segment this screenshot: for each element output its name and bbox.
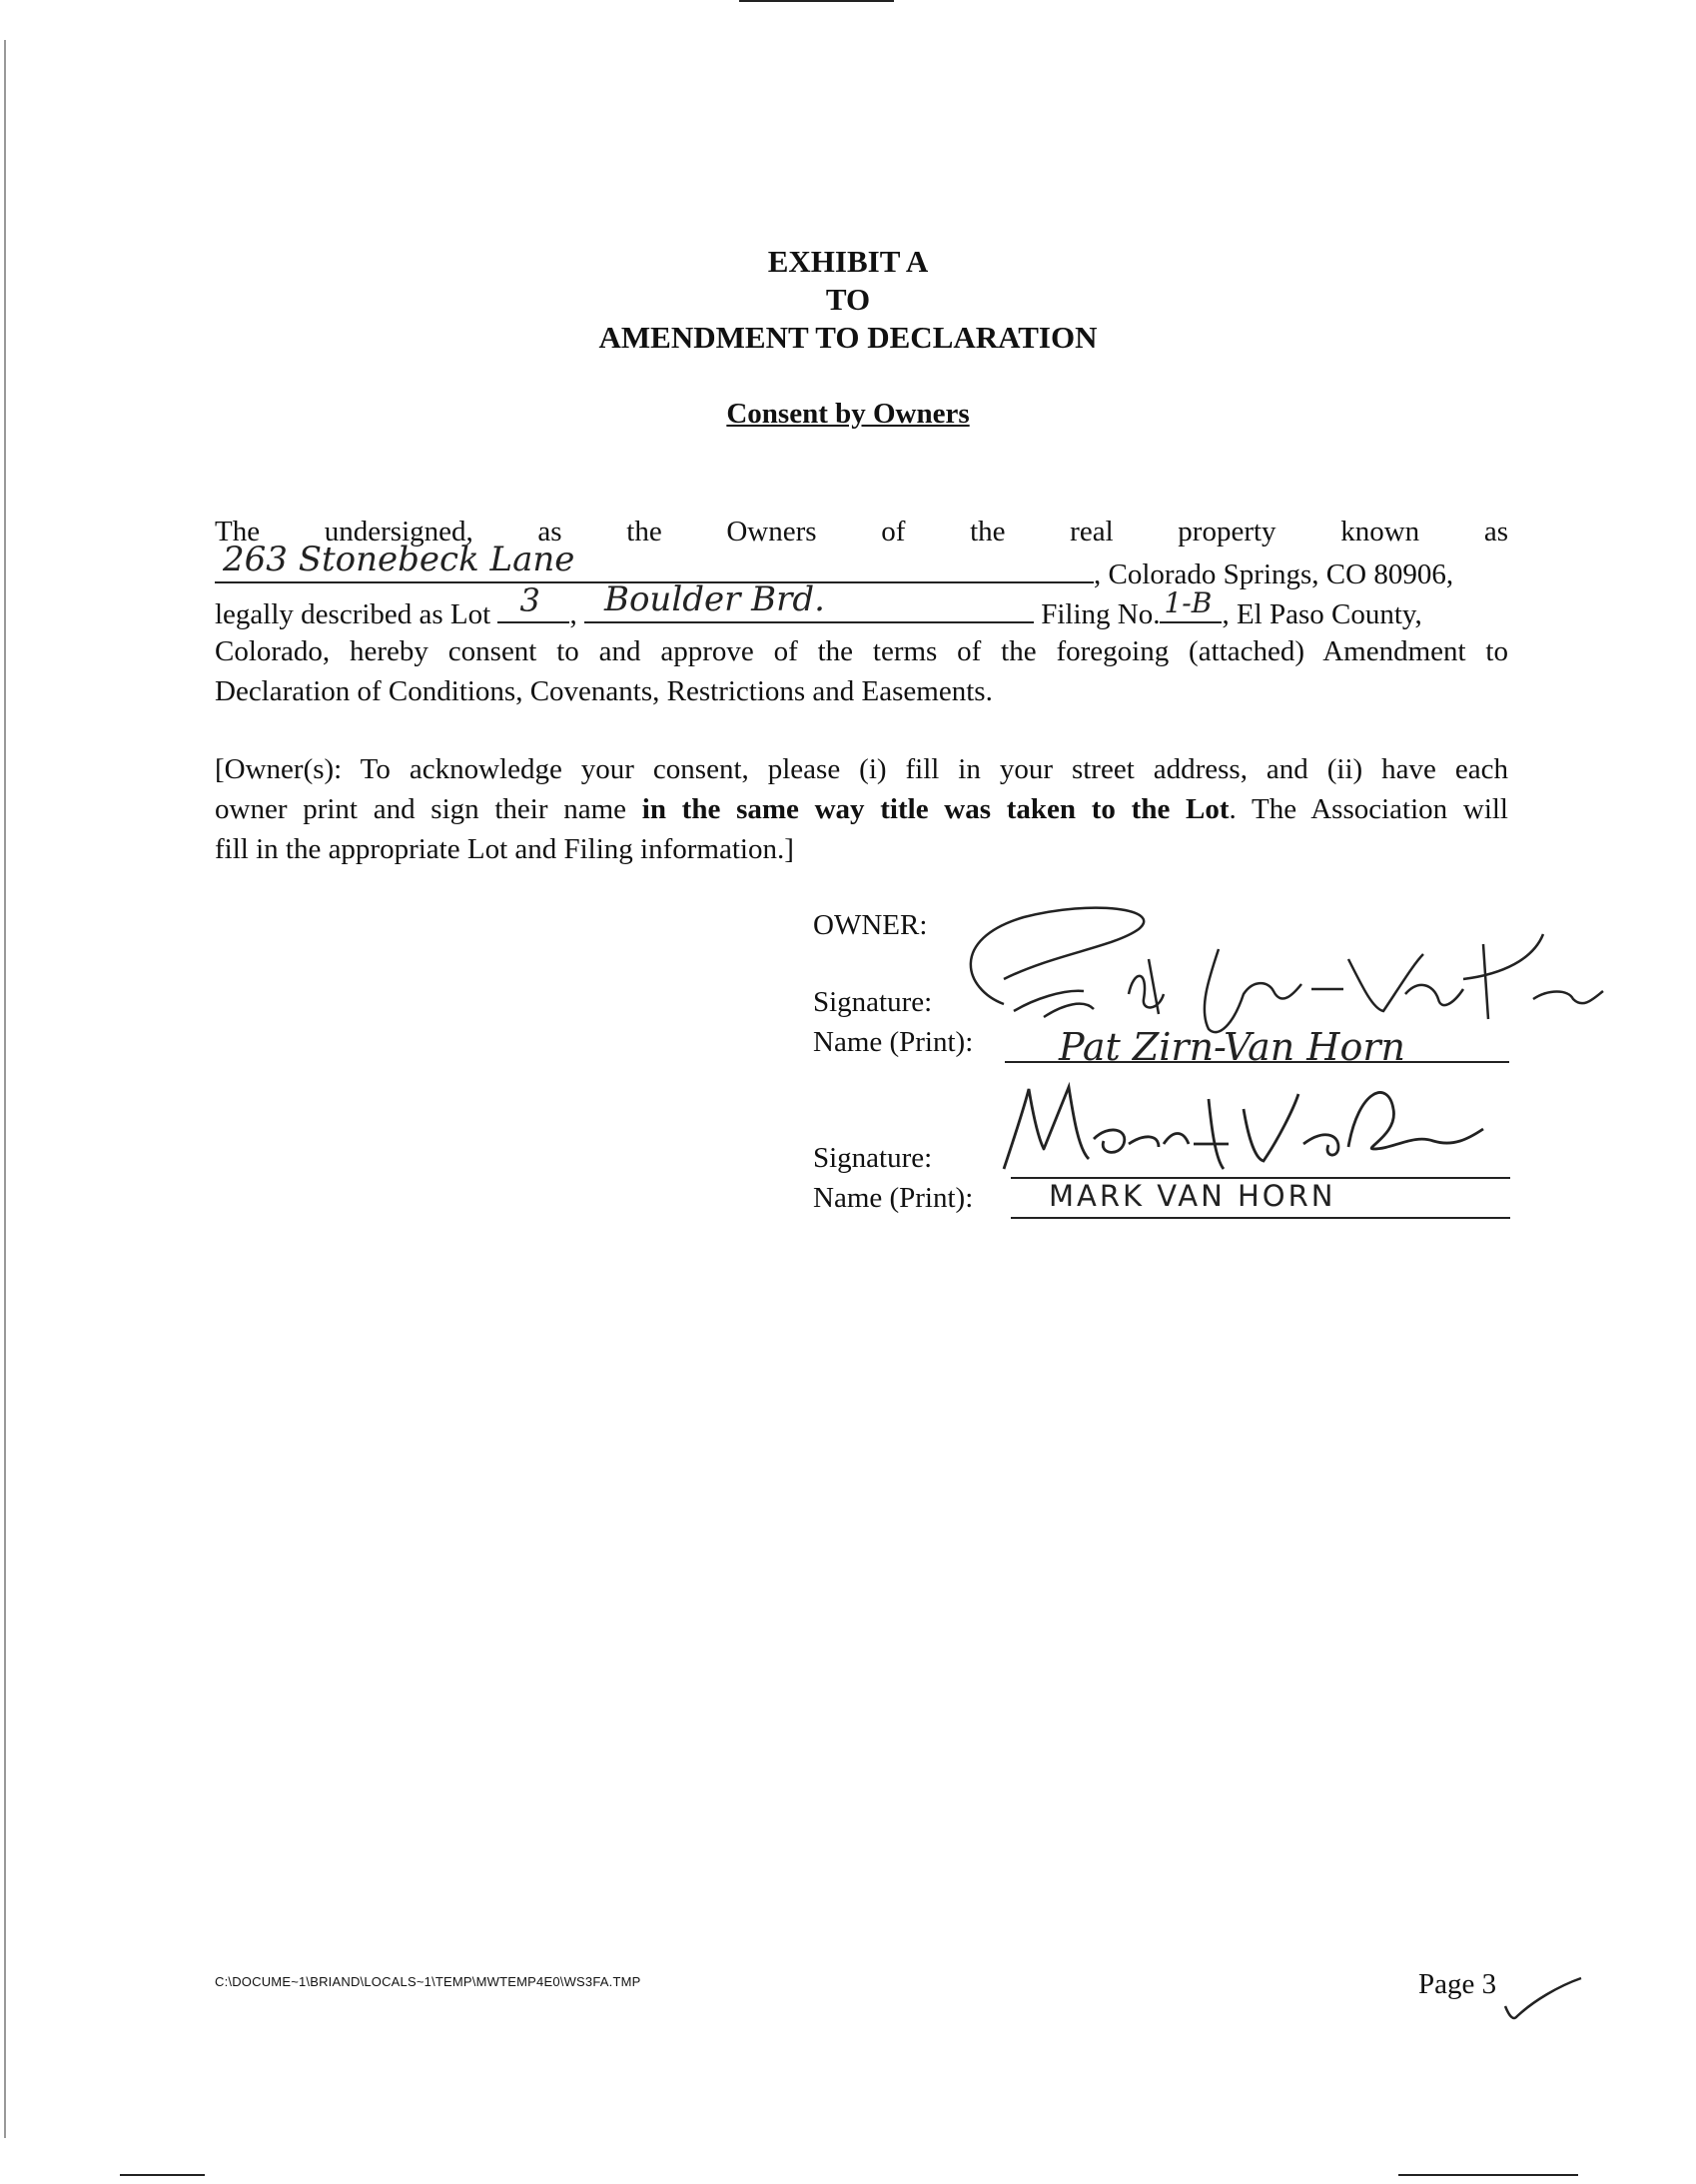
filing-handwritten: 1-B <box>1164 586 1213 619</box>
filing-prefix: Filing No. <box>1041 598 1161 630</box>
owner1-name-label: Name (Print): <box>813 1026 974 1058</box>
exhibit-amendment-title: AMENDMENT TO DECLARATION <box>598 320 1098 355</box>
consent-line-1: The undersigned, as the Owners of the real property known as <box>215 516 1508 547</box>
instructions-line-1: [Owner(s): To acknowledge your consent, please (i) fill in your street address, and (ii) have each <box>215 753 1508 785</box>
lot-blank <box>497 581 569 623</box>
consent-line-4: Colorado, hereby consent to and approve of the terms of the foregoing (attached) Amendment to <box>215 635 1508 667</box>
lot-handwritten: 3 <box>519 581 540 619</box>
owner1-name-handwritten: Pat Zirn-Van Horn <box>1059 1025 1405 1069</box>
scan-artifact-bottom-left <box>120 2174 205 2176</box>
owner-label: OWNER: <box>813 909 928 941</box>
exhibit-to: TO <box>825 282 871 317</box>
scan-artifact-bottom-right <box>1398 2174 1578 2176</box>
footer-file-path: C:\DOCUME~1\BRIAND\LOCALS~1\TEMP\MWTEMP4E0\WS3FA.TMP <box>215 1974 641 1989</box>
owner1-signature-image <box>944 899 1603 1049</box>
exhibit-title: EXHIBIT A <box>767 244 929 279</box>
consent-line-2 <box>215 540 1454 591</box>
instructions-line-3: fill in the appropriate Lot and Filing information.] <box>215 833 794 865</box>
address-handwritten: 263 Stonebeck Lane <box>223 540 575 579</box>
instructions-line-2 <box>215 789 1508 829</box>
consent-subtitle: Consent by Owners <box>726 398 970 430</box>
consent-line-5: Declaration of Conditions, Covenants, Restrictions and Easements. <box>215 675 993 707</box>
county-text: , El Paso County, <box>1222 598 1422 630</box>
page-number: Page 3 <box>1418 1968 1497 2000</box>
page-check-mark <box>1503 1976 1583 2026</box>
lot-comma: , <box>569 598 577 630</box>
owner2-name-label: Name (Print): <box>813 1182 974 1214</box>
owner1-signature-label: Signature: <box>813 986 933 1018</box>
instructions-line-2-start: owner print and sign their name <box>215 793 642 825</box>
instructions-line-2-bold: in the same way title was taken to the Lot <box>641 793 1230 825</box>
owner2-signature-label: Signature: <box>813 1142 933 1174</box>
consent-line-3 <box>215 579 1422 631</box>
owner2-name-printed: MARK VAN HORN <box>1049 1179 1336 1213</box>
city-state-zip: , Colorado Springs, CO 80906, <box>1094 558 1454 590</box>
scan-artifact-top-line <box>739 0 894 2</box>
owner2-name-line <box>1011 1217 1510 1219</box>
owner2-signature-image <box>994 1069 1493 1189</box>
lot-prefix: legally described as Lot <box>215 598 491 630</box>
filing-blank <box>1160 586 1222 623</box>
subdivision-handwritten: Boulder Brd. <box>603 579 825 619</box>
subdivision-blank <box>584 579 1034 623</box>
instructions-line-2-end: . The Association will <box>1229 793 1508 825</box>
